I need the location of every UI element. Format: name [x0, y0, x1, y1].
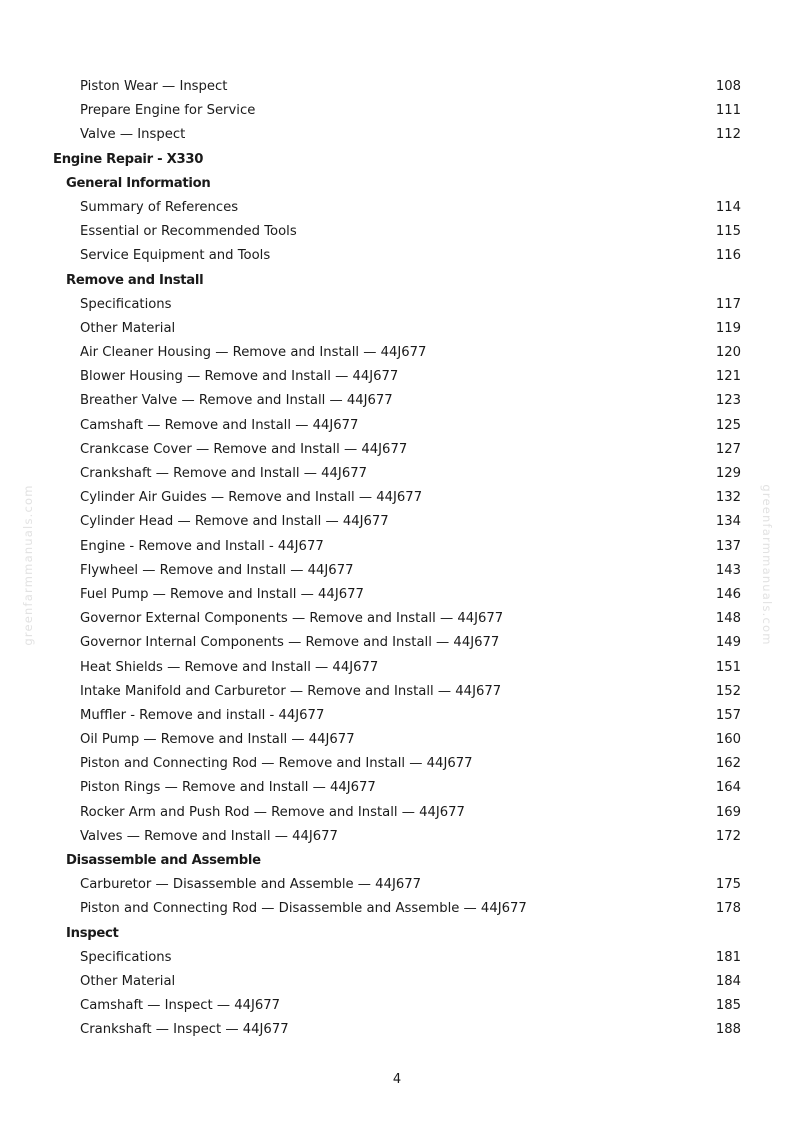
toc-entry-page: 127 — [715, 441, 741, 457]
toc-entry-title: Flywheel — Remove and Install — 44J677 — [80, 562, 354, 578]
toc-entry[interactable] — [0, 946, 794, 970]
toc-entry-title: Remove and Install — [66, 272, 204, 288]
toc-entry-page: 152 — [715, 683, 741, 699]
toc-entry[interactable] — [0, 510, 794, 534]
toc-entry[interactable] — [0, 801, 794, 825]
toc-entry[interactable] — [0, 438, 794, 462]
table-of-contents — [0, 75, 794, 1043]
toc-section-heading — [0, 148, 794, 172]
toc-entry-page: 112 — [715, 127, 741, 143]
toc-entry-title: Intake Manifold and Carburetor — Remove and Install — 44J677 — [80, 683, 502, 699]
toc-entry-page: 181 — [715, 949, 741, 965]
toc-entry-page: 151 — [715, 659, 741, 675]
toc-entry-title: Prepare Engine for Service — [80, 103, 256, 119]
toc-entry-page: 119 — [715, 320, 741, 336]
toc-entry-title: Camshaft — Inspect — 44J677 — [80, 998, 281, 1014]
toc-entry[interactable] — [0, 583, 794, 607]
toc-entry-page: 188 — [715, 1022, 741, 1038]
toc-entry[interactable] — [0, 123, 794, 147]
toc-entry[interactable] — [0, 75, 794, 99]
toc-entry-title: Crankcase Cover — Remove and Install — 44J677 — [80, 441, 408, 457]
toc-entry-page: 116 — [715, 248, 741, 264]
toc-entry-page: 148 — [715, 611, 741, 627]
toc-entry-page: 178 — [715, 901, 741, 917]
toc-entry[interactable] — [0, 897, 794, 921]
toc-entry[interactable] — [0, 680, 794, 704]
toc-entry-title: Rocker Arm and Push Rod — Remove and Install — 44J677 — [80, 804, 465, 820]
toc-entry[interactable] — [0, 196, 794, 220]
toc-entry-title: Valves — Remove and Install — 44J677 — [80, 828, 338, 844]
toc-entry-title: Air Cleaner Housing — Remove and Install — 44J677 — [80, 345, 427, 361]
toc-entry-page: 134 — [715, 514, 741, 530]
toc-entry[interactable] — [0, 462, 794, 486]
toc-section-heading — [0, 172, 794, 196]
toc-entry[interactable] — [0, 341, 794, 365]
toc-entry-title: Specifications — [80, 949, 172, 965]
toc-entry-page: 114 — [715, 199, 741, 215]
toc-entry-page: 117 — [715, 296, 741, 312]
toc-entry-page: 111 — [715, 103, 741, 119]
toc-entry[interactable] — [0, 631, 794, 655]
toc-section-heading — [0, 849, 794, 873]
toc-entry[interactable] — [0, 414, 794, 438]
toc-entry-title: Piston Wear — Inspect — [80, 79, 228, 94]
toc-entry-page: 185 — [715, 998, 741, 1014]
toc-entry-page: 137 — [715, 538, 741, 554]
toc-entry[interactable] — [0, 99, 794, 123]
toc-entry-title: Piston and Connecting Rod — Remove and Install — 44J677 — [80, 756, 473, 772]
toc-entry[interactable] — [0, 970, 794, 994]
toc-entry-title: Governor Internal Components — Remove and Install — 44J677 — [80, 635, 500, 651]
toc-entry-title: Piston Rings — Remove and Install — 44J677 — [80, 780, 376, 796]
toc-entry-title: Cylinder Air Guides — Remove and Install — 44J677 — [80, 490, 423, 506]
toc-entry-title: Piston and Connecting Rod — Disassemble and Assemble — 44J677 — [80, 901, 527, 917]
toc-entry-page: 143 — [715, 562, 741, 578]
toc-entry-title: Camshaft — Remove and Install — 44J677 — [80, 417, 359, 433]
toc-entry-title: Crankshaft — Remove and Install — 44J677 — [80, 466, 367, 481]
toc-entry-page: 162 — [715, 756, 741, 772]
toc-entry-page: 125 — [715, 417, 741, 433]
toc-entry-title: Valve — Inspect — [80, 127, 186, 143]
toc-entry-page: 149 — [715, 635, 741, 651]
toc-entry-title: Engine Repair - X330 — [53, 151, 204, 167]
toc-entry-page: 184 — [715, 973, 741, 989]
page-number: 4 — [392, 1072, 402, 1087]
toc-entry-page: 172 — [715, 828, 741, 844]
toc-entry-title: Cylinder Head — Remove and Install — 44J677 — [80, 514, 389, 530]
toc-entry-title: Service Equipment and Tools — [80, 248, 271, 264]
toc-entry[interactable] — [0, 656, 794, 680]
toc-entry-page: 146 — [715, 586, 741, 602]
toc-entry[interactable] — [0, 1018, 794, 1042]
toc-entry-title: Inspect — [66, 925, 119, 941]
toc-entry-title: Other Material — [80, 320, 176, 336]
toc-entry[interactable] — [0, 752, 794, 776]
toc-entry-title: Breather Valve — Remove and Install — 44J677 — [80, 393, 393, 409]
toc-entry[interactable] — [0, 873, 794, 897]
toc-entry-title: Specifications — [80, 296, 172, 312]
toc-entry-page: 164 — [715, 780, 741, 796]
toc-entry-page: 132 — [715, 490, 741, 506]
toc-section-heading — [0, 269, 794, 293]
toc-entry[interactable] — [0, 704, 794, 728]
toc-entry-page: 121 — [715, 369, 741, 385]
toc-entry[interactable] — [0, 728, 794, 752]
toc-entry[interactable] — [0, 293, 794, 317]
toc-entry-title: Oil Pump — Remove and Install — 44J677 — [80, 732, 355, 748]
toc-entry-page: 160 — [715, 732, 741, 748]
watermark-left: greenfarmmanuals.com — [21, 484, 35, 646]
toc-entry[interactable] — [0, 486, 794, 510]
toc-entry-page: 175 — [715, 877, 741, 893]
toc-entry-page: 108 — [715, 79, 741, 94]
toc-entry[interactable] — [0, 535, 794, 559]
toc-entry-title: Carburetor — Disassemble and Assemble — 44J677 — [80, 877, 422, 893]
toc-entry-page: 120 — [715, 345, 741, 361]
watermark-right: greenfarmmanuals.com — [760, 484, 774, 646]
toc-entry[interactable] — [0, 365, 794, 389]
toc-entry-title: Crankshaft — Inspect — 44J677 — [80, 1022, 289, 1038]
toc-entry[interactable] — [0, 607, 794, 631]
toc-entry-page: 157 — [715, 707, 741, 723]
toc-entry-title: Other Material — [80, 973, 176, 989]
toc-entry-title: Essential or Recommended Tools — [80, 224, 297, 240]
toc-entry[interactable] — [0, 244, 794, 268]
toc-entry-title: Blower Housing — Remove and Install — 44J677 — [80, 369, 399, 385]
toc-entry-title: Governor External Components — Remove and Install — 44J677 — [80, 611, 504, 627]
toc-entry-title: Summary of References — [80, 199, 239, 215]
toc-entry-title: Heat Shields — Remove and Install — 44J677 — [80, 659, 379, 675]
toc-entry-title: Engine - Remove and Install - 44J677 — [80, 538, 324, 554]
toc-entry-title: Fuel Pump — Remove and Install — 44J677 — [80, 586, 364, 602]
toc-entry-title: Disassemble and Assemble — [66, 853, 261, 868]
toc-entry[interactable] — [0, 825, 794, 849]
toc-entry[interactable] — [0, 994, 794, 1018]
toc-entry-page: 169 — [715, 804, 741, 820]
toc-entry-title: General Information — [66, 175, 211, 191]
toc-entry-page: 129 — [715, 466, 741, 481]
toc-entry-page: 123 — [715, 393, 741, 409]
toc-entry[interactable] — [0, 317, 794, 341]
toc-section-heading — [0, 922, 794, 946]
toc-entry[interactable] — [0, 389, 794, 413]
toc-entry[interactable] — [0, 220, 794, 244]
toc-entry-title: Muffler - Remove and install - 44J677 — [80, 707, 325, 723]
toc-entry[interactable] — [0, 776, 794, 800]
toc-entry-page: 115 — [715, 224, 741, 240]
toc-entry[interactable] — [0, 559, 794, 583]
